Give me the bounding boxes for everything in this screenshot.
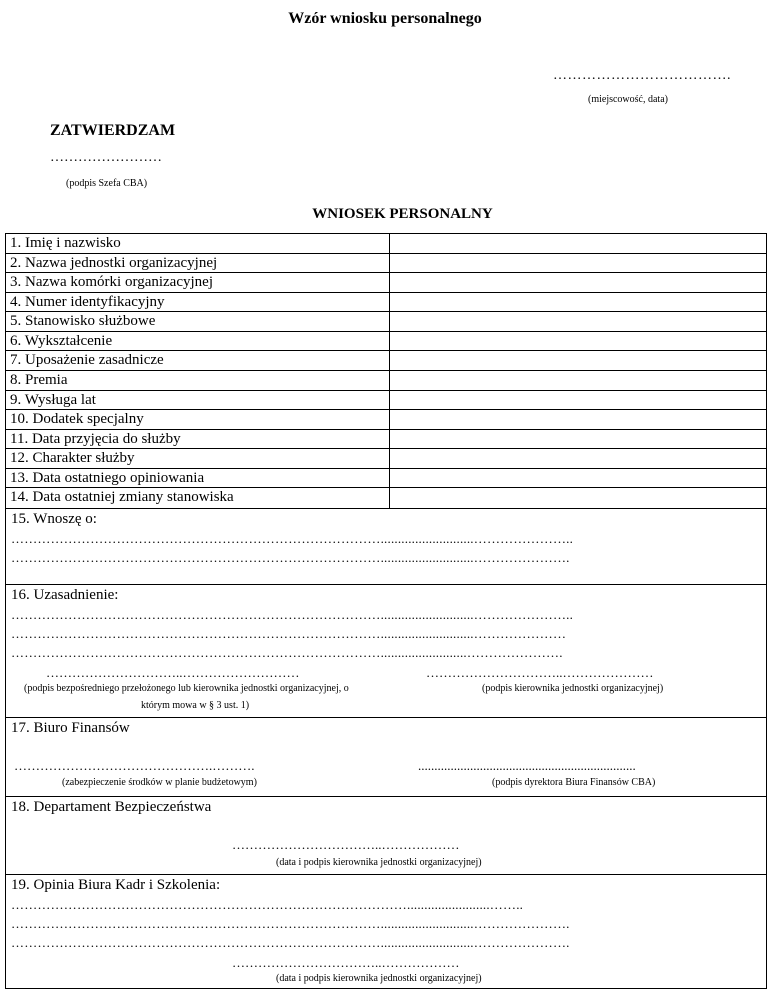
document-title: Wzór wniosku personalnego	[288, 10, 482, 27]
approve-signature-caption: (podpis Szefa CBA)	[66, 178, 148, 189]
place-date-field[interactable]: ……………………………….	[553, 68, 731, 83]
justification-line-3[interactable]: ………………………………………………………………………….........................………………….	[11, 645, 563, 660]
row-value-field[interactable]	[390, 332, 766, 351]
hr-signature-field[interactable]: ……………………………..………………	[232, 955, 460, 970]
unit-head-signature-field[interactable]: …………………………..…………………	[426, 665, 654, 680]
form-row	[6, 332, 766, 352]
form-row	[6, 391, 766, 411]
approve-signature-field[interactable]: ……………………	[50, 150, 162, 165]
budget-security-field[interactable]: ……………………………………….……….	[14, 758, 255, 773]
row-label: 7. Uposażenie zasadnicze	[6, 351, 390, 370]
section-justification	[6, 584, 766, 717]
section-security	[6, 796, 766, 874]
row-label: 1. Imię i nazwisko	[6, 234, 390, 253]
section-finance-label: 17. Biuro Finansów	[11, 720, 130, 736]
section-hr-opinion-label: 19. Opinia Biura Kadr i Szkolenia:	[11, 877, 221, 893]
form-row	[6, 410, 766, 430]
hr-opinion-line-3[interactable]: …………………………………………………………………………...........................………………….	[11, 935, 570, 950]
row-value-field[interactable]	[390, 449, 766, 468]
section-request-label: 15. Wnoszę o:	[11, 511, 97, 527]
finance-director-signature-field[interactable]: ...................................................................	[418, 758, 636, 773]
section-finance	[6, 717, 766, 796]
form-row	[6, 371, 766, 391]
justification-line-2[interactable]: …………………………………………………………………………...........................…………………	[11, 626, 567, 641]
form-title: WNIOSEK PERSONALNY	[312, 206, 493, 222]
form-row	[6, 469, 766, 489]
security-signature-field[interactable]: ……………………………..………………	[232, 837, 460, 852]
row-label: 2. Nazwa jednostki organizacyjnej	[6, 254, 390, 273]
section-hr-opinion	[6, 874, 766, 989]
section-security-label: 18. Departament Bezpieczeństwa	[11, 799, 212, 815]
form-row	[6, 293, 766, 313]
row-label: 4. Numer identyfikacyjny	[6, 293, 390, 312]
form-row	[6, 430, 766, 450]
row-label: 14. Data ostatniej zmiany stanowiska	[6, 488, 390, 508]
form-row	[6, 254, 766, 274]
unit-head-signature-caption: (podpis kierownika jednostki organizacyjnej)	[482, 683, 664, 694]
row-value-field[interactable]	[390, 488, 766, 508]
request-line-1[interactable]: …………………………………………………………………………...........................…………………..	[11, 531, 574, 546]
personnel-form	[5, 233, 767, 989]
form-row	[6, 351, 766, 371]
security-signature-caption: (data i podpis kierownika jednostki organizacyjnej)	[276, 857, 482, 868]
row-label: 3. Nazwa komórki organizacyjnej	[6, 273, 390, 292]
section-request	[6, 508, 766, 584]
approve-heading: ZATWIERDZAM	[50, 122, 176, 139]
row-value-field[interactable]	[390, 273, 766, 292]
row-value-field[interactable]	[390, 312, 766, 331]
row-value-field[interactable]	[390, 293, 766, 312]
form-row	[6, 312, 766, 332]
row-value-field[interactable]	[390, 430, 766, 449]
supervisor-signature-caption: (podpis bezpośredniego przełożonego lub kierownika jednostki organizacyjnej, o	[24, 683, 349, 694]
row-value-field[interactable]	[390, 469, 766, 488]
form-row	[6, 234, 766, 254]
row-value-field[interactable]	[390, 234, 766, 253]
supervisor-signature-field[interactable]: …………………………..………………………	[46, 665, 300, 680]
budget-security-caption: (zabezpieczenie środków w planie budżetowym)	[62, 777, 257, 788]
row-label: 9. Wysługa lat	[6, 391, 390, 410]
form-row	[6, 449, 766, 469]
request-line-2[interactable]: …………………………………………………………………………...........................………………….	[11, 550, 570, 565]
row-label: 12. Charakter służby	[6, 449, 390, 468]
form-rows	[6, 234, 766, 508]
form-row	[6, 273, 766, 293]
hr-opinion-line-2[interactable]: …………………………………………………………………………...........................………………….	[11, 916, 570, 931]
row-value-field[interactable]	[390, 410, 766, 429]
form-row	[6, 488, 766, 508]
row-label: 6. Wykształcenie	[6, 332, 390, 351]
supervisor-signature-caption-cont: którym mowa w § 3 ust. 1)	[141, 700, 250, 711]
hr-signature-caption: (data i podpis kierownika jednostki organizacyjnej)	[276, 973, 482, 984]
row-label: 13. Data ostatniego opiniowania	[6, 469, 390, 488]
section-justification-label: 16. Uzasadnienie:	[11, 587, 119, 603]
row-value-field[interactable]	[390, 254, 766, 273]
row-value-field[interactable]	[390, 391, 766, 410]
row-value-field[interactable]	[390, 371, 766, 390]
row-label: 10. Dodatek specjalny	[6, 410, 390, 429]
row-label: 5. Stanowisko służbowe	[6, 312, 390, 331]
hr-opinion-line-1[interactable]: ………………………………………………………………………………........................……..	[11, 897, 524, 912]
row-value-field[interactable]	[390, 351, 766, 370]
place-date-caption: (miejscowość, data)	[588, 94, 668, 105]
row-label: 11. Data przyjęcia do służby	[6, 430, 390, 449]
justification-line-1[interactable]: …………………………………………………………………………...........................…………………..	[11, 607, 574, 622]
row-label: 8. Premia	[6, 371, 390, 390]
finance-director-signature-caption: (podpis dyrektora Biura Finansów CBA)	[492, 777, 656, 788]
